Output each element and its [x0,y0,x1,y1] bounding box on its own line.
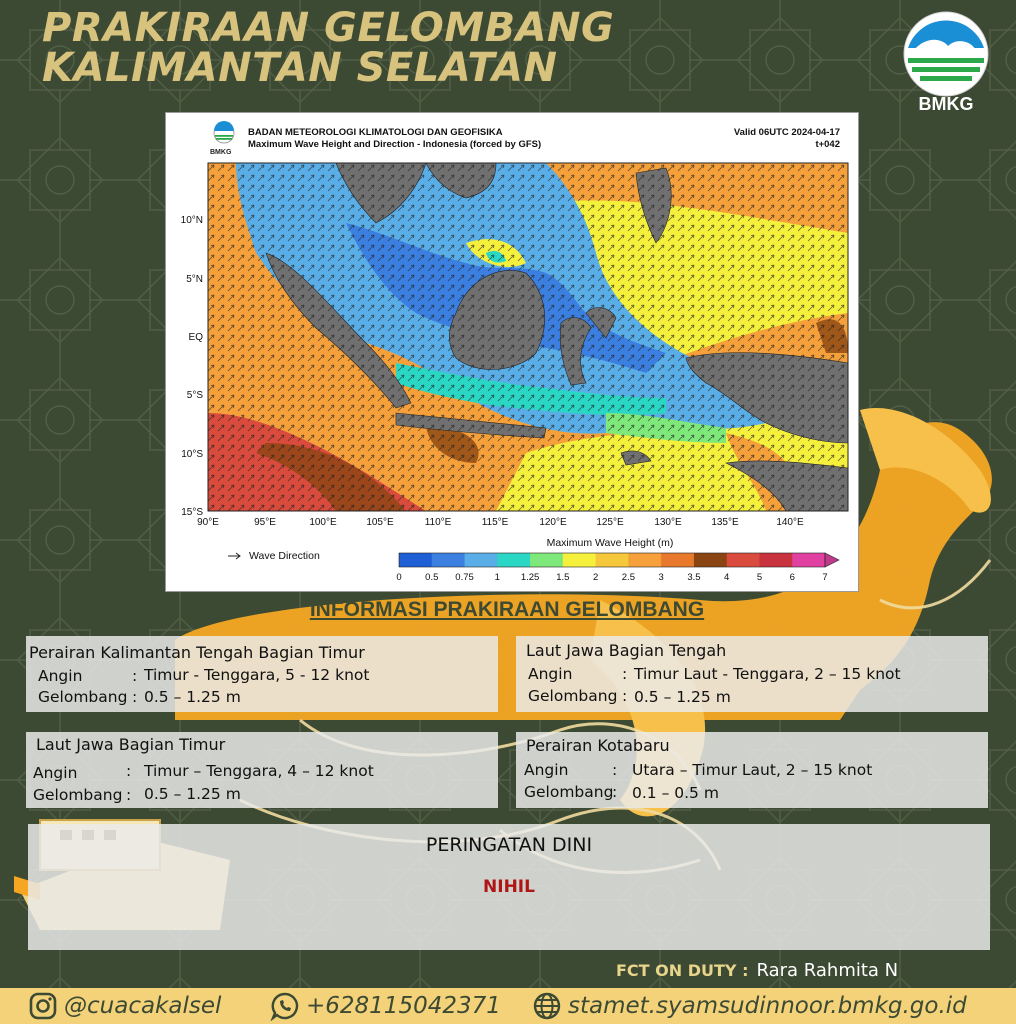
bmkg-logo-label: BMKG [918,94,974,114]
wave-value: 0.5 – 1.25 m [144,688,241,706]
lat-tick: 10°S [181,449,203,460]
colorbar-segment [628,553,661,567]
colorbar [399,553,839,567]
colon: : [612,761,618,779]
wind-label: Angin [524,761,569,779]
lon-tick: 90°E [197,517,219,528]
wave-value: 0.5 – 1.25 m [144,785,241,803]
instagram-icon [28,991,58,1021]
colorbar-segment [694,553,727,567]
lon-tick: 100°E [309,517,337,528]
map-lead-time: t+042 [815,139,840,150]
map-subtitle: Maximum Wave Height and Direction - Indonesia (forced by GFS) [248,139,542,150]
forecast-card-lautjawa-tengah [516,636,988,712]
footer-bar [0,988,1016,1024]
page-title [42,5,615,91]
wind-label: Angin [38,667,83,685]
instagram-contact[interactable] [28,990,221,1022]
colorbar-label: Maximum Wave Height (m) [546,537,674,549]
area-name: Laut Jawa Bagian Timur [36,735,226,754]
wave-direction-legend [228,550,320,562]
wave-value: 0.1 – 0.5 m [632,784,719,802]
map-valid-time: Valid 06UTC 2024-04-17 [733,127,840,138]
lat-tick: 15°S [181,507,203,518]
colon: : [622,665,628,683]
instagram-handle[interactable]: @cuacakalsel [64,993,222,1019]
colorbar-tick: 0.5 [425,572,439,583]
wave-label: Gelombang [528,687,618,705]
lon-tick: 115°E [481,517,509,528]
website-contact[interactable] [532,990,967,1022]
lat-tick: 10°N [180,215,203,226]
colorbar-segment [727,553,760,567]
wind-value: Timur – Tenggara, 4 – 12 knot [144,762,374,780]
wind-value: Utara – Timur Laut, 2 – 15 knot [632,761,873,779]
lon-tick: 110°E [424,517,452,528]
website-url[interactable]: stamet.syamsudinnoor.bmkg.go.id [568,993,967,1019]
wave-label: Gelombang [33,786,123,804]
duty-name: Rara Rahmita N [756,960,899,981]
colorbar-segment [530,553,563,567]
globe-icon [532,991,562,1021]
colorbar-segment [497,553,530,567]
colon: : [612,783,618,801]
colon: : [126,786,132,804]
forecast-card-kotabaru [516,732,988,808]
colorbar-segment [759,553,792,567]
colorbar-segment [465,553,498,567]
map-field [208,163,848,511]
colorbar-tick: 6 [789,572,795,583]
colorbar-segment [792,553,825,567]
colorbar-tick: 3.5 [687,572,701,583]
map-logo-text: BMKG [210,149,232,156]
lon-tick: 125°E [596,517,624,528]
colorbar-tick: 2.5 [621,572,635,583]
legend-wave-direction: Wave Direction [249,550,320,562]
colorbar-segment [563,553,596,567]
lon-tick: 140°E [776,517,804,528]
wind-label: Angin [528,665,573,683]
map-agency: BADAN METEOROLOGI KLIMATOLOGI DAN GEOFISIKA [248,127,503,138]
info-section-title: INFORMASI PRAKIRAAN GELOMBANG [309,598,705,621]
area-name: Perairan Kalimantan Tengah Bagian Timur [29,643,365,662]
colorbar-tick: 2 [592,572,599,583]
wave-map [165,112,859,592]
colorbar-tick: 5 [756,572,763,583]
lat-tick: 5°S [186,390,203,401]
title-line-2: KALIMANTAN SELATAN [42,45,558,91]
whatsapp-icon [270,991,300,1021]
lat-tick: 5°N [186,274,203,285]
wave-value: 0.5 – 1.25 m [634,688,731,706]
whatsapp-contact[interactable] [270,990,501,1022]
area-name: Perairan Kotabaru [526,736,670,755]
lon-tick: 135°E [711,517,739,528]
map-header-logo-icon [214,121,234,143]
wave-label: Gelombang [38,688,128,706]
warning-title: PERINGATAN DINI [425,834,593,856]
colon: : [132,688,138,706]
wind-label: Angin [33,764,78,782]
colorbar-extend-arrow [825,553,839,567]
arrow-right-icon [228,553,240,559]
colorbar-tick: 0 [396,572,402,583]
title-line-1: PRAKIRAAN GELOMBANG [42,5,615,51]
whatsapp-number[interactable]: +628115042371 [306,993,501,1019]
area-name: Laut Jawa Bagian Tengah [526,641,727,660]
colorbar-tick: 7 [822,572,828,583]
wave-map-svg [166,113,860,593]
early-warning-panel [28,824,990,950]
colon: : [622,687,628,705]
colorbar-ticks [396,572,827,583]
colorbar-segment [432,553,465,567]
wind-value: Timur Laut - Tenggara, 2 – 15 knot [634,665,901,683]
colorbar-tick: 1.25 [520,572,540,583]
colorbar-segment [661,553,694,567]
forecast-card-lautjawa-timur [26,732,498,808]
lat-tick: EQ [188,332,203,343]
forecaster-on-duty [616,960,898,981]
colorbar-tick: 1.5 [556,572,570,583]
colorbar-segment [596,553,629,567]
colorbar-tick: 3 [658,572,664,583]
colorbar-segment [399,553,432,567]
colorbar-tick: 0.75 [455,572,474,583]
duty-label: FCT ON DUTY : [616,961,749,980]
lon-tick: 105°E [366,517,394,528]
warning-value: NIHIL [483,877,535,897]
wave-label: Gelombang [524,783,614,801]
colorbar-tick: 1 [494,572,500,583]
lon-tick: 120°E [539,517,567,528]
forecast-card-kalteng-timur [26,636,498,712]
colon: : [126,762,132,780]
lon-tick: 95°E [254,517,276,528]
colorbar-tick: 4 [724,572,730,583]
wind-value: Timur - Tenggara, 5 - 12 knot [144,666,370,684]
colon: : [132,667,138,685]
lon-tick: 130°E [654,517,682,528]
